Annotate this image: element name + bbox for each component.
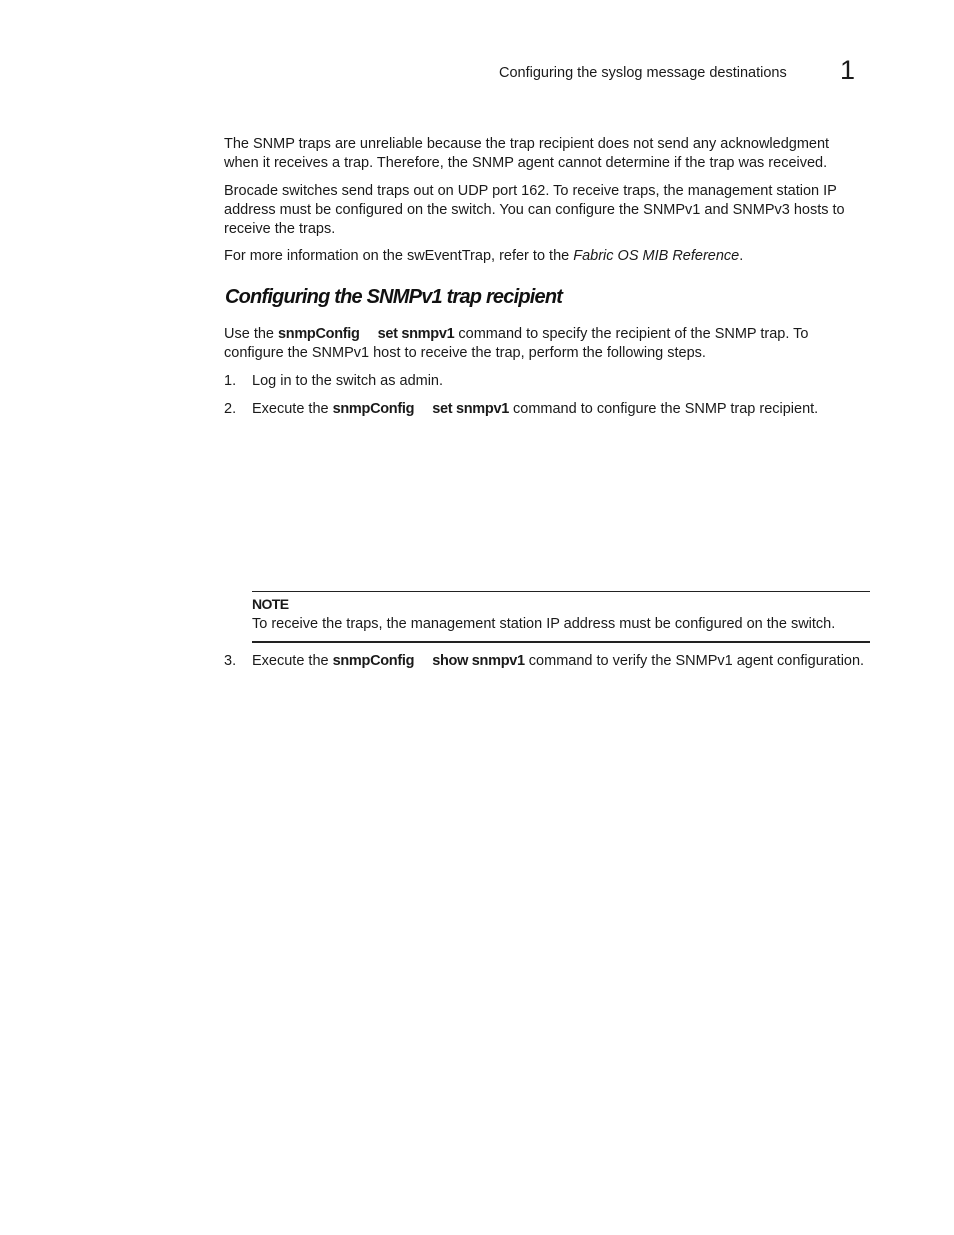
ref-text-before: For more information on the swEventTrap, refer to the — [224, 248, 574, 264]
step-suffix: command to verify the SNMPv1 agent configuration. — [524, 653, 865, 669]
intro-paragraph-3 — [224, 247, 864, 266]
step-suffix: command to configure the SNMP trap recipient. — [508, 401, 819, 417]
command-name: snmpConfig — [332, 401, 415, 417]
section-heading: Configuring the SNMPv1 trap recipient — [225, 286, 563, 308]
command-name: snmpConfig — [278, 326, 360, 342]
intro-paragraph-2: Brocade switches send traps out on UDP port 162. To receive traps, the management station IP address must be configured on the switch. You can configure the SNMPv1 and SNMPv3 hosts to receive the traps. — [224, 183, 845, 237]
note-box — [252, 591, 870, 643]
lead-use-text: Use the — [224, 326, 278, 342]
note-text: To receive the traps, the management station IP address must be configured on the switch. — [252, 616, 836, 632]
step-text: Log in to the switch as admin. — [252, 373, 444, 389]
section-lead-paragraph — [224, 325, 864, 363]
command-argument: set snmpv1 — [432, 401, 509, 417]
ref-text-after: . — [739, 248, 744, 264]
step-number: 3. — [224, 653, 237, 669]
intro-paragraph-1: The SNMP traps are unreliable because the trap recipient does not send any acknowledgment when it receives a trap. Therefore, the SNMP agent cannot determine if the trap was received. — [224, 136, 830, 171]
note-label: NOTE — [252, 596, 289, 612]
command-name: snmpConfig — [332, 653, 415, 669]
lead-rest-text: command to specify the recipient of the SNMP trap. To configure the SNMPv1 host to receive the trap, perform the following steps. — [224, 326, 809, 361]
step-prefix: Execute the — [252, 401, 333, 417]
step-2 — [224, 400, 874, 419]
step-prefix: Execute the — [252, 653, 333, 669]
document-reference: Fabric OS MIB Reference — [573, 248, 740, 264]
step-number: 2. — [224, 401, 237, 417]
command-argument: set snmpv1 — [377, 326, 455, 342]
step-3 — [224, 652, 874, 671]
step-1 — [224, 372, 874, 391]
chapter-number: 1 — [840, 55, 856, 85]
command-argument: show snmpv1 — [432, 653, 525, 669]
running-header-title: Configuring the syslog message destinations — [499, 65, 787, 81]
step-number: 1. — [224, 373, 237, 389]
